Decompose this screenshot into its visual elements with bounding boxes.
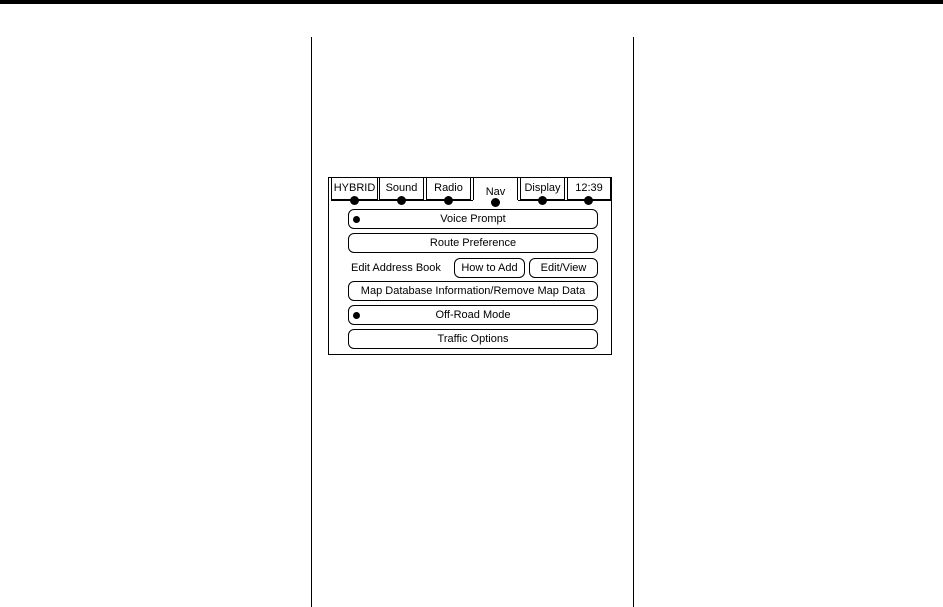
off-road-mode-button[interactable] [348, 305, 598, 325]
column-divider-left [311, 37, 312, 607]
traffic-options-label: Traffic Options [437, 333, 509, 345]
map-database-button[interactable] [348, 281, 598, 301]
tab-display[interactable] [520, 178, 565, 200]
off-road-mode-indicator-icon [353, 312, 360, 319]
map-database-label: Map Database Information/Remove Map Data [360, 285, 586, 297]
tab-bar [331, 178, 609, 202]
tab-hybrid[interactable] [331, 178, 378, 200]
how-to-add-button[interactable] [454, 258, 525, 278]
route-preference-label: Route Preference [429, 237, 517, 249]
traffic-options-button[interactable] [348, 329, 598, 349]
tab-sound-label: Sound [385, 182, 418, 194]
tab-nav-label: Nav [485, 186, 506, 198]
how-to-add-label: How to Add [461, 262, 518, 274]
column-divider-right [633, 37, 634, 607]
edit-view-label: Edit/View [540, 262, 587, 274]
nav-settings-screen [328, 177, 612, 355]
tab-radio-label: Radio [434, 182, 463, 194]
tab-baseline-left [331, 200, 473, 201]
tab-nav[interactable] [473, 178, 518, 200]
voice-prompt-indicator-icon [353, 216, 360, 223]
tab-clock[interactable] [567, 178, 611, 200]
tab-baseline-right [518, 200, 611, 201]
edit-address-book-label: Edit Address Book [351, 262, 441, 274]
tab-sound[interactable] [379, 178, 424, 200]
edit-view-button[interactable] [529, 258, 598, 278]
page-top-rule [0, 0, 943, 4]
tab-clock-label: 12:39 [575, 182, 603, 194]
route-preference-button[interactable] [348, 233, 598, 253]
tab-display-label: Display [524, 182, 561, 194]
voice-prompt-label: Voice Prompt [440, 213, 506, 225]
tab-nav-indicator-icon [491, 198, 500, 207]
tab-hybrid-label: HYBRID [333, 182, 376, 194]
off-road-mode-label: Off-Road Mode [435, 309, 511, 321]
voice-prompt-button[interactable] [348, 209, 598, 229]
tab-radio[interactable] [426, 178, 471, 200]
